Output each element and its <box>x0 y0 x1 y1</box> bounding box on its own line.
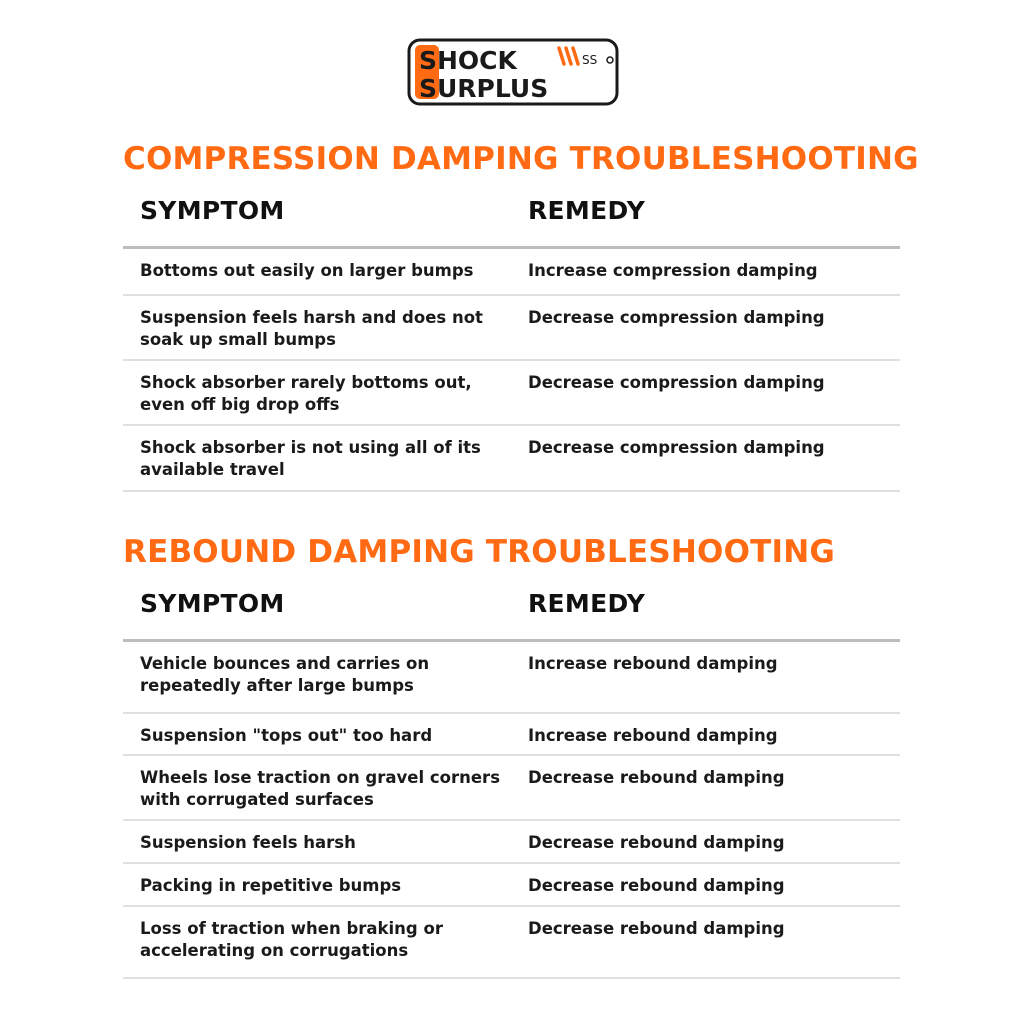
remedy-cell: Increase rebound damping <box>528 654 778 673</box>
table-row <box>123 907 900 979</box>
symptom-cell: Shock absorber rarely bottoms out, even off big drop offs <box>140 373 472 414</box>
shock-surplus-logo <box>407 38 619 110</box>
table-row <box>123 249 900 296</box>
symptom-cell: Loss of traction when braking or accelerating on corrugations <box>140 919 443 960</box>
symptom-cell: Bottoms out easily on larger bumps <box>140 261 474 280</box>
symptom-cell: Suspension feels harsh and does not soak up small bumps <box>140 308 483 349</box>
rebound-section-title: REBOUND DAMPING TROUBLESHOOTING <box>123 534 836 570</box>
remedy-cell: Decrease rebound damping <box>528 876 785 895</box>
symptom-cell: Vehicle bounces and carries on repeatedly after large bumps <box>140 654 430 695</box>
symptom-cell: Shock absorber is not using all of its available travel <box>140 438 481 479</box>
symptom-header: SYMPTOM <box>140 589 285 618</box>
remedy-cell: Decrease rebound damping <box>528 833 785 852</box>
remedy-cell: Decrease compression damping <box>528 373 825 392</box>
logo-line-2: SURPLUS <box>419 74 549 103</box>
remedy-cell: Decrease rebound damping <box>528 768 785 787</box>
table-row <box>123 426 900 492</box>
remedy-cell: Decrease compression damping <box>528 438 825 457</box>
symptom-cell: Packing in repetitive bumps <box>140 876 402 895</box>
symptom-header: SYMPTOM <box>140 196 285 225</box>
table-row <box>123 642 900 714</box>
remedy-cell: Decrease compression damping <box>528 308 825 327</box>
table-row <box>123 864 900 907</box>
logo-mark: SS <box>582 53 598 67</box>
remedy-header: REMEDY <box>528 589 646 618</box>
remedy-cell: Decrease rebound damping <box>528 919 785 938</box>
table-header <box>123 577 900 642</box>
compression-section-title: COMPRESSION DAMPING TROUBLESHOOTING <box>123 141 919 177</box>
remedy-cell: Increase rebound damping <box>528 726 778 745</box>
table-row <box>123 296 900 361</box>
symptom-cell: Suspension "tops out" too hard <box>140 726 433 745</box>
remedy-header: REMEDY <box>528 196 646 225</box>
logo-line-1: SHOCK <box>419 46 517 75</box>
compression-table <box>123 184 900 492</box>
rebound-table <box>123 577 900 979</box>
table-row <box>123 361 900 426</box>
table-header <box>123 184 900 249</box>
symptom-cell: Wheels lose traction on gravel corners with corrugated surfaces <box>140 768 501 809</box>
symptom-cell: Suspension feels harsh <box>140 833 356 852</box>
table-row <box>123 756 900 821</box>
table-row <box>123 714 900 756</box>
remedy-cell: Increase compression damping <box>528 261 818 280</box>
table-row <box>123 821 900 864</box>
